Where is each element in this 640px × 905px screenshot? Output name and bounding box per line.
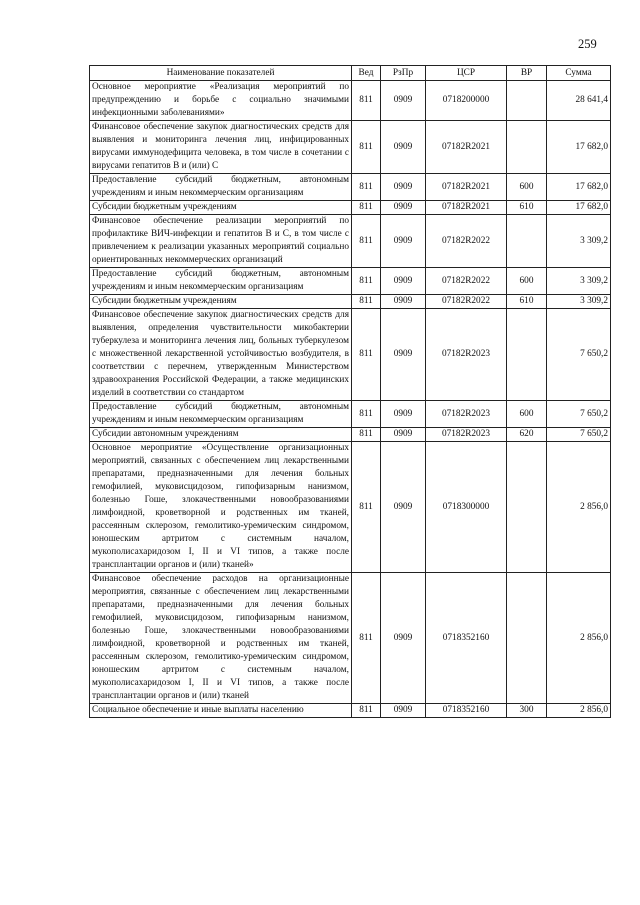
row-ved-cell: 811 (352, 215, 381, 268)
row-vr-cell: 300 (507, 704, 547, 718)
row-rzpr-cell: 0909 (381, 295, 426, 309)
table-header-row (90, 66, 611, 81)
row-rzpr-cell: 0909 (381, 81, 426, 121)
row-name-cell: Субсидии бюджетным учреждениям (90, 201, 352, 215)
row-name-cell: Предоставление субсидий бюджетным, автономным учреждениям и иным некоммерческим организациям (90, 174, 352, 201)
row-name-cell: Предоставление субсидий бюджетным, автономным учреждениям и иным некоммерческим организациям (90, 268, 352, 295)
row-rzpr-cell: 0909 (381, 309, 426, 401)
row-rzpr-cell: 0909 (381, 201, 426, 215)
row-sum-cell: 2 856,0 (547, 704, 611, 718)
row-rzpr-cell: 0909 (381, 121, 426, 174)
row-sum-cell: 28 641,4 (547, 81, 611, 121)
row-ved-cell: 811 (352, 428, 381, 442)
row-name-cell: Финансовое обеспечение реализации мероприятий по профилактике ВИЧ-инфекции и гепатитов В и С, в том числе с привлечением к реализации указанных мероприятий социально ориентированных некоммерческих организаций (90, 215, 352, 268)
table-row (90, 704, 611, 718)
row-name-cell: Предоставление субсидий бюджетным, автономным учреждениям и иным некоммерческим организациям (90, 401, 352, 428)
table-row (90, 401, 611, 428)
row-csr-cell: 07182R2023 (426, 428, 507, 442)
row-sum-cell: 3 309,2 (547, 295, 611, 309)
row-vr-cell: 600 (507, 174, 547, 201)
row-vr-cell: 600 (507, 268, 547, 295)
row-vr-cell (507, 442, 547, 573)
row-vr-cell: 600 (507, 401, 547, 428)
table-row (90, 215, 611, 268)
table-row (90, 428, 611, 442)
row-vr-cell (507, 573, 547, 704)
row-vr-cell: 620 (507, 428, 547, 442)
row-csr-cell: 0718352160 (426, 704, 507, 718)
row-name-cell: Основное мероприятие «Осуществление организационных мероприятий, связанных с обеспечением лиц лекарственными препаратами, предназначенными для лечения больных гемофилией, муковисцидозом, гипофизарным нанизмом, болезнью Гоше, злокачественными новообразованиями лимфоидной, кроветворной и родственных им тканей, рассеянным склерозом, гемолитико-уремическим синдромом, юношеским артритом с системным началом, мукополисахаридозом I, II и VI типов, а также после трансплантации органов и (или) тканей» (90, 442, 352, 573)
table-row (90, 442, 611, 573)
row-ved-cell: 811 (352, 268, 381, 295)
row-rzpr-cell: 0909 (381, 428, 426, 442)
row-ved-cell: 811 (352, 295, 381, 309)
row-csr-cell: 07182R2022 (426, 268, 507, 295)
row-rzpr-cell: 0909 (381, 442, 426, 573)
row-csr-cell: 0718200000 (426, 81, 507, 121)
row-vr-cell (507, 215, 547, 268)
row-name-cell: Финансовое обеспечение закупок диагностических средств для выявления, определения чувствительности микобактерии туберкулеза и мониторинга лечения лиц, больных туберкулезом с множественной лекарственной устойчивостью возбудителя, в соответствии с перечнем, утвержденным Министерством здравоохранения Российской Федерации, а также медицинских изделий в соответствии со стандартом (90, 309, 352, 401)
row-name-cell: Финансовое обеспечение закупок диагностических средств для выявления и мониторинга лечения лиц, инфицированных вирусами иммунодефицита человека, в том числе в сочетании с вирусами гепатитов В и (или) С (90, 121, 352, 174)
row-csr-cell: 07182R2022 (426, 295, 507, 309)
table-row (90, 295, 611, 309)
row-sum-cell: 7 650,2 (547, 309, 611, 401)
row-name-cell: Субсидии автономным учреждениям (90, 428, 352, 442)
row-rzpr-cell: 0909 (381, 573, 426, 704)
row-csr-cell: 07182R2023 (426, 401, 507, 428)
row-rzpr-cell: 0909 (381, 215, 426, 268)
row-vr-cell (507, 81, 547, 121)
row-ved-cell: 811 (352, 121, 381, 174)
header-rzpr: РзПр (381, 66, 426, 81)
row-ved-cell: 811 (352, 174, 381, 201)
table-row (90, 121, 611, 174)
table-row (90, 174, 611, 201)
row-sum-cell: 17 682,0 (547, 201, 611, 215)
row-sum-cell: 7 650,2 (547, 428, 611, 442)
row-vr-cell (507, 121, 547, 174)
row-rzpr-cell: 0909 (381, 268, 426, 295)
table-row (90, 268, 611, 295)
table-body (90, 81, 611, 718)
row-sum-cell: 17 682,0 (547, 121, 611, 174)
row-vr-cell (507, 309, 547, 401)
row-csr-cell: 0718352160 (426, 573, 507, 704)
row-ved-cell: 811 (352, 704, 381, 718)
row-sum-cell: 2 856,0 (547, 573, 611, 704)
row-ved-cell: 811 (352, 81, 381, 121)
row-csr-cell: 0718300000 (426, 442, 507, 573)
header-ved: Вед (352, 66, 381, 81)
row-vr-cell: 610 (507, 201, 547, 215)
row-vr-cell: 610 (507, 295, 547, 309)
row-ved-cell: 811 (352, 442, 381, 573)
row-name-cell: Социальное обеспечение и иные выплаты населению (90, 704, 352, 718)
row-rzpr-cell: 0909 (381, 174, 426, 201)
row-ved-cell: 811 (352, 309, 381, 401)
row-rzpr-cell: 0909 (381, 704, 426, 718)
table-row (90, 309, 611, 401)
header-sum: Сумма (547, 66, 611, 81)
row-ved-cell: 811 (352, 573, 381, 704)
table-row (90, 201, 611, 215)
row-sum-cell: 7 650,2 (547, 401, 611, 428)
row-sum-cell: 2 856,0 (547, 442, 611, 573)
row-csr-cell: 07182R2023 (426, 309, 507, 401)
row-name-cell: Субсидии бюджетным учреждениям (90, 295, 352, 309)
budget-table (89, 65, 611, 718)
row-sum-cell: 17 682,0 (547, 174, 611, 201)
row-ved-cell: 811 (352, 201, 381, 215)
header-vr: ВР (507, 66, 547, 81)
row-sum-cell: 3 309,2 (547, 215, 611, 268)
page-number: 259 (578, 37, 597, 51)
row-csr-cell: 07182R2021 (426, 174, 507, 201)
header-csr: ЦСР (426, 66, 507, 81)
row-csr-cell: 07182R2021 (426, 201, 507, 215)
row-name-cell: Финансовое обеспечение расходов на организационные мероприятия, связанные с обеспечением лиц лекарственными препаратами, предназначенными для лечения больных гемофилией, муковисцидозом, гипофизарным нанизмом, болезнью Гоше, злокачественными новообразованиями лимфоидной, кроветворной и родственных им тканей, рассеянным склерозом, гемолитико-уремическим синдромом, юношеским артритом с системным началом, мукополисахаридозом I, II и VI типов, а также после трансплантации органов и (или) тканей (90, 573, 352, 704)
row-rzpr-cell: 0909 (381, 401, 426, 428)
table-row (90, 81, 611, 121)
row-csr-cell: 07182R2021 (426, 121, 507, 174)
row-ved-cell: 811 (352, 401, 381, 428)
row-sum-cell: 3 309,2 (547, 268, 611, 295)
row-csr-cell: 07182R2022 (426, 215, 507, 268)
table-row (90, 573, 611, 704)
header-name: Наименование показателей (90, 66, 352, 81)
row-name-cell: Основное мероприятие «Реализация мероприятий по предупреждению и борьбе с социально значимыми инфекционными заболеваниями» (90, 81, 352, 121)
